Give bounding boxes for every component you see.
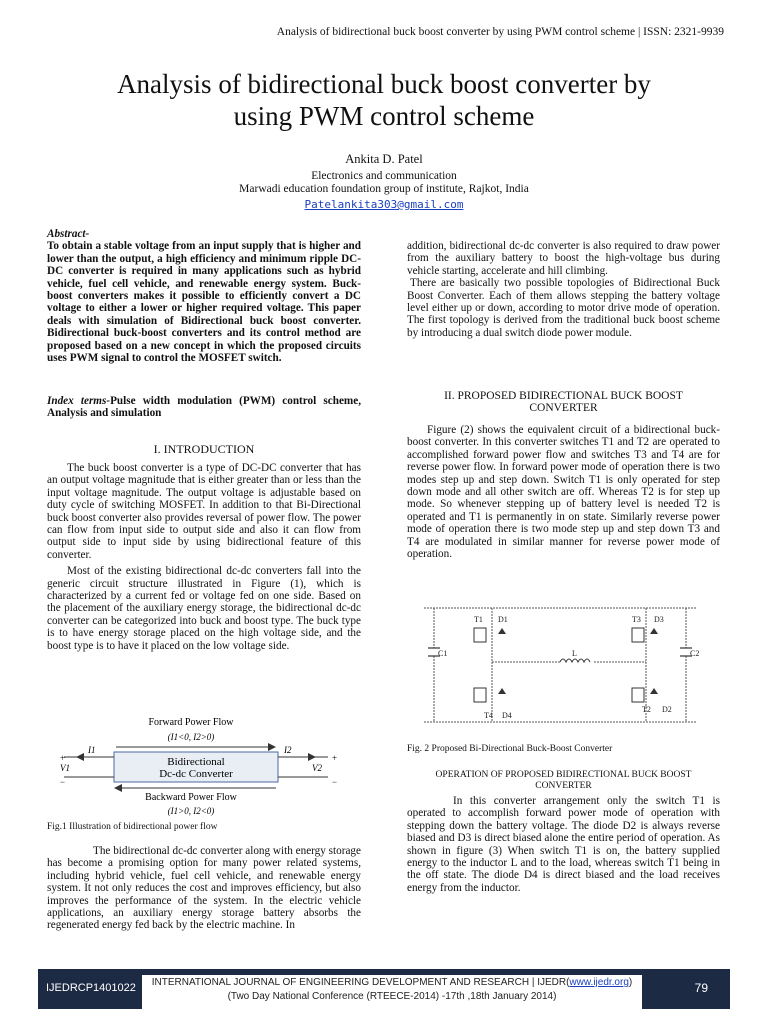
operation-heading-line-1: OPERATION OF PROPOSED BIDIRECTIONAL BUCK BOOST — [435, 770, 692, 780]
footer-page-number: 79 — [694, 981, 708, 995]
fig1-minus-right: − — [332, 777, 338, 787]
intro-body — [47, 462, 361, 652]
title-line-1: Analysis of bidirectional buck boost converter by — [117, 69, 651, 99]
author-name: Ankita D. Patel — [345, 152, 423, 166]
figure-1-diagram — [56, 715, 352, 820]
footer-conference-line: (Two Day National Conference (RTEECE-2014) -17th ,18th January 2014) — [227, 991, 557, 1002]
index-terms-label: Index terms- — [47, 395, 111, 407]
footer-paper-code: IJEDRCP1401022 — [46, 982, 136, 994]
figure-2-circuit — [410, 600, 710, 730]
fig1-backward-arrow — [114, 784, 276, 792]
footer-journal-suffix: ) — [628, 977, 633, 988]
fig2-labels — [438, 615, 699, 720]
footer-journal-link[interactable]: www.ijedr.org — [569, 977, 629, 988]
section-heading-proposed — [407, 390, 720, 415]
fig2-capacitors — [428, 648, 692, 656]
page-footer — [38, 969, 730, 1009]
fig1-minus-left: − — [60, 777, 66, 787]
section-heading-introduction: I. INTRODUCTION — [153, 442, 255, 456]
figure-1-caption: Fig.1 Illustration of bidirectional power flow — [47, 822, 218, 832]
fig2-label-t3: T3 — [632, 615, 641, 624]
right-body-top — [407, 240, 720, 339]
fig1-forward-cond: (I1<0, I2>0) — [167, 732, 215, 742]
intro-paragraph-2: Most of the existing bidirectional dc-dc converters fall into the generic circuit structure illustrated in Figure (1), which is characterized by a current fed or voltage fed on one side. Based on the placement of the auxiliary energy storage, the bidirectional dc-dc converter can be categorized into buck and boost type. The buck type is to have energy storage placed on the high voltage side, and the boost type is to have it placed on the low voltage side. — [47, 565, 361, 652]
fig1-box-line-1: Bidirectional — [167, 756, 225, 768]
fig1-v2-label: V2 — [312, 763, 322, 773]
operation-paragraph: In this converter arrangement only the switch T1 is operated to accomplish forward power mode of operation with stepping down the battery voltage. The diode D2 is always reverse biased and D3 is direct biased alone the entire period of operation. As shown in figure (3) When switch T1 is on, the battery supplied energy to the inductor L and to the load, whereas switch T1 being in the off state. The diode D4 is direct biased and the load receives energy from the inductor. — [407, 795, 720, 894]
paper-title — [40, 68, 728, 132]
title-line-2: using PWM control scheme — [233, 101, 535, 131]
fig2-label-t2: T2 — [642, 705, 651, 714]
index-terms — [47, 395, 361, 420]
running-head: Analysis of bidirectional buck boost converter by using PWM control scheme | ISSN: 2321-9939 — [276, 26, 724, 38]
fig2-switches — [474, 628, 644, 702]
section-2-heading-line-1: II. PROPOSED BIDIRECTIONAL BUCK BOOST — [444, 390, 683, 402]
intro-paragraph-3 — [47, 845, 361, 932]
fig2-label-c1: C1 — [438, 649, 448, 658]
fig2-label-d1: D1 — [498, 615, 508, 624]
figure-2-caption: Fig. 2 Proposed Bi-Directional Buck-Boost Converter — [407, 744, 613, 754]
fig1-backward-label: Backward Power Flow — [145, 792, 237, 803]
index-terms-text: Pulse width modulation (PWM) control scheme, Analysis and simulation — [47, 395, 361, 420]
footer-journal-info — [142, 975, 642, 1010]
fig1-forward-label: Forward Power Flow — [148, 717, 234, 728]
fig1-backward-cond: (I1>0, I2<0) — [167, 806, 215, 816]
operation-body — [407, 795, 720, 894]
fig1-box-line-2: Dc-dc Converter — [159, 768, 233, 780]
fig2-label-c2: C2 — [690, 649, 700, 658]
fig1-left-terminals — [64, 753, 114, 777]
right-paragraph-1: addition, bidirectional dc-dc converter is also required to draw power from the auxiliary battery to boost the high-voltage bus during vehicle starting, accelerate and hill climbing. — [407, 240, 720, 277]
fig1-i2-label: I2 — [284, 745, 292, 755]
operation-heading — [407, 770, 720, 792]
abstract-text: To obtain a stable voltage from an input supply that is higher and lower than the output, a high efficiency and minimum ripple DC-DC converter is required in many applications such as hybrid vehicle, fuel cell vehicle, and renewable energy system. Buck-boost converters makes it possible to efficiently convert a DC voltage to either a lower or higher required voltage. This paper deals with simulation of Bidirectional buck boost converter. Bidirectional buck-boost converters and its control method are proposed based on a new concept in which the proposed circuits uses PWM signal to control the MOSFET switch. — [47, 240, 361, 365]
footer-journal-line — [142, 976, 642, 990]
footer-journal-prefix: INTERNATIONAL JOURNAL OF ENGINEERING DEVELOPMENT AND RESEARCH | IJEDR( — [151, 977, 570, 988]
fig2-inductor — [560, 659, 590, 662]
fig1-i1-label: I1 — [88, 745, 96, 755]
fig2-label-t4: T4 — [484, 711, 493, 720]
author-email-link[interactable]: Patelankita303@gmail.com — [304, 198, 464, 211]
intro-paragraph-1: The buck boost converter is a type of DC-DC converter that has an output voltage magnitude that is either greater than or less than the input voltage magnitude. The output voltage is adjustable based on duty cycle of switching MOSFET. In addition to that Bi-Directional buck boost converter also provides reversal of power flow. The power can flow from input side to output side and also it can flow from output side to input side by using bidirectional feature of this converter. — [47, 462, 361, 561]
fig2-label-d2: D2 — [662, 705, 672, 714]
fig1-v1-label: V1 — [60, 763, 70, 773]
fig2-label-d3: D3 — [654, 615, 664, 624]
fig1-plus-left: + — [60, 753, 66, 763]
affiliation-dept: Electronics and communication — [311, 170, 457, 182]
abstract — [47, 228, 361, 364]
fig2-label-d4: D4 — [502, 711, 512, 720]
abstract-label: Abstract- — [47, 228, 90, 240]
fig2-wiring — [424, 608, 696, 722]
affiliation — [0, 170, 768, 196]
fig2-label-t1: T1 — [474, 615, 483, 624]
fig1-plus-right: + — [332, 753, 338, 763]
right-paragraph-2: There are basically two possible topologies of Bidirectional Buck Boost Converter. Each of them allows stepping the battery voltage level either up or down, according to motor drive mode of operation. The first topology is derived from the traditional buck boost scheme by introducing a dual switch diode power module. — [407, 277, 720, 339]
fig1-forward-arrow — [116, 743, 276, 751]
affiliation-inst: Marwadi education foundation group of institute, Rajkot, India — [239, 183, 529, 195]
operation-heading-line-2: CONVERTER — [535, 781, 592, 791]
intro-paragraph-3-text: The bidirectional dc-dc converter along with energy storage has become a promising option for many power related systems, including hybrid vehicle, fuel cell vehicle, and renewable energy system. It not only reduces the cost and improves efficiency, but also improves the performance of the system. In the electric vehicle applications, an auxiliary energy storage battery absorbs the regenerated energy fed back by the electric machine. In — [47, 845, 361, 932]
section-2-heading-line-2: CONVERTER — [529, 402, 598, 415]
section-2-body — [407, 424, 720, 560]
fig2-label-l: L — [572, 649, 577, 658]
section-2-paragraph: Figure (2) shows the equivalent circuit of a bidirectional buck-boost converter. In this converter switches T1 and T2 are operated to accomplished forward power flow and switches T3 and T4 are for reverse power flow. In forward power mode of operation there is two modes step up and step down. Switch T1 is only operated for step down mode and all other switch are off. Whereas T2 is for step up mode. So whenever stepping up of battery level is needed T2 is operated and T1 is permanently in on state. Similarly reverse power mode of operation there is two mode step up and step down T3 and T4 are modulated in similar manner for reverse power mode of operation. — [407, 424, 720, 561]
